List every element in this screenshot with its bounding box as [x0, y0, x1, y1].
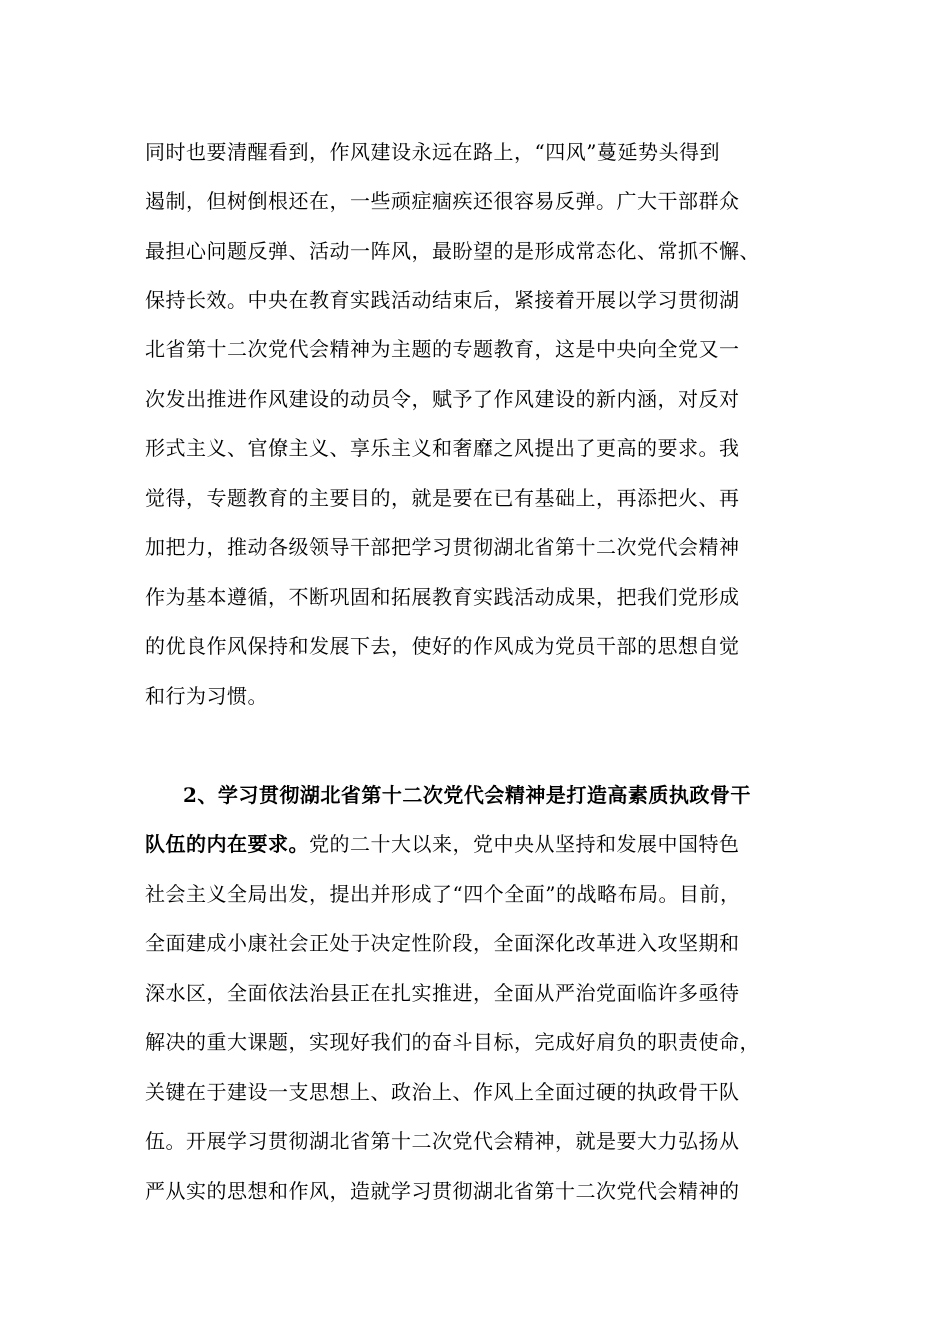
- paragraph2-text: 党的二十大以来，党中央从坚持和发展中国特色: [309, 832, 740, 856]
- paragraph2-line: 伍。开展学习贯彻湖北省第十二次党代会精神，就是要大力弘扬从: [145, 1129, 740, 1153]
- paragraph2-line: 全面建成小康社会正处于决定性阶段，全面深化改革进入攻坚期和: [145, 931, 740, 955]
- paragraph1-line: 和行为习惯。: [145, 684, 268, 708]
- paragraph1-line: 保持长效。中央在教育实践活动结束后，紧接着开展以学习贯彻湖: [145, 288, 740, 312]
- paragraph1-line: 最担心问题反弹、活动一阵风，最盼望的是形成常态化、常抓不懈、: [145, 239, 760, 263]
- paragraph1-line: 作为基本遵循，不断巩固和拓展教育实践活动成果，把我们党形成: [145, 585, 740, 609]
- paragraph2-line: 深水区，全面依法治县正在扎实推进，全面从严治党面临许多亟待: [145, 981, 740, 1005]
- paragraph1-line: 觉得，专题教育的主要目的，就是要在已有基础上，再添把火、再: [145, 486, 740, 510]
- paragraph1-line: 加把力，推动各级领导干部把学习贯彻湖北省第十二次党代会精神: [145, 535, 740, 559]
- paragraph2-line: 严从实的思想和作风，造就学习贯彻湖北省第十二次党代会精神的: [145, 1179, 740, 1203]
- paragraph1-line: 同时也要清醒看到，作风建设永远在路上，“四风”蔓延势头得到: [145, 140, 720, 164]
- paragraph2-heading-tail: 队伍的内在要求。: [145, 832, 309, 856]
- paragraph2-line: 关键在于建设一支思想上、政治上、作风上全面过硬的执政骨干队: [145, 1080, 740, 1104]
- paragraph1-line: 的优良作风保持和发展下去，使好的作风成为党员干部的思想自觉: [145, 634, 740, 658]
- paragraph2-line: 解决的重大课题，实现好我们的奋斗目标，完成好肩负的职责使命，: [145, 1030, 760, 1054]
- paragraph2-heading-line: 2、学习贯彻湖北省第十二次党代会精神是打造高素质执政骨干: [183, 783, 751, 807]
- paragraph1-line: 次发出推进作风建设的动员令，赋予了作风建设的新内涵，对反对: [145, 387, 740, 411]
- paragraph1-line: 形式主义、官僚主义、享乐主义和奢靡之风提出了更高的要求。我: [145, 436, 740, 460]
- paragraph2-line: 社会主义全局出发，提出并形成了“四个全面”的战略布局。目前，: [145, 882, 741, 906]
- paragraph1-line: 北省第十二次党代会精神为主题的专题教育，这是中央向全党又一: [145, 337, 740, 361]
- paragraph2-line: [145, 829, 835, 859]
- paragraph1-line: 遏制，但树倒根还在，一些顽症痼疾还很容易反弹。广大干部群众: [145, 189, 740, 213]
